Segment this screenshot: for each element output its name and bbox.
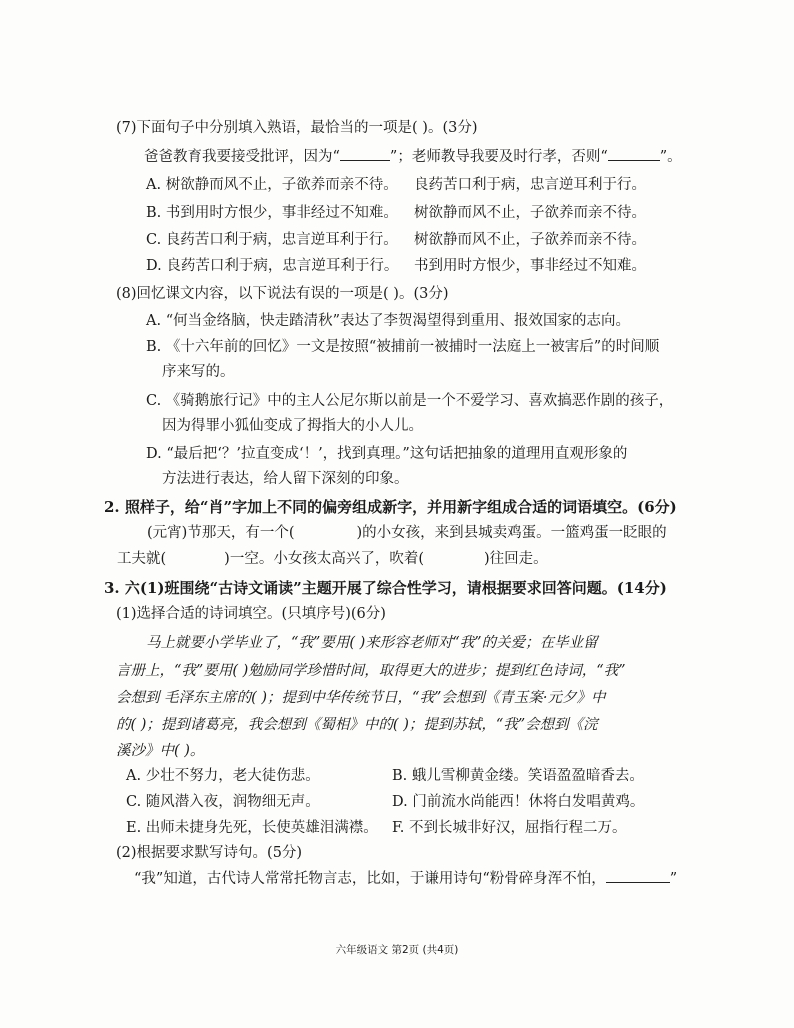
q3-title: 3. 六(1)班围绕“古诗文诵读”主题开展了综合性学习，请根据要求回答问题。(14分) [104,579,667,597]
q8-line-7: 方法进行表达，给人留下深刻的印象。 [162,471,409,487]
q8-line-4: C. 《骑鹅旅行记》中的主人公尼尔斯以前是一个不爱学习、喜欢搞恶作剧的孩子， [146,393,674,409]
q3-choice-c: C. 随风潜入夜，润物细无声。 [126,794,320,810]
q3-sub1-line-4: 的( )；提到诸葛亮，我会想到《蜀相》中的( )；提到苏轼，“我”会想到《浣 [116,717,598,733]
q3-sub1-line-2: 言册上，“我”要用( )勉励同学珍惜时间，取得更大的进步；提到红色诗词，“我” [116,663,626,679]
q7-option-c-left: C. 良药苦口利于病，忠言逆耳利于行。 [146,232,398,248]
q7-sentence-part1: 爸爸教育我要接受批评，因为“ [144,149,340,165]
q8-line-1: A. “何当金络脑，快走踏清秋”表达了李贺渴望得到重用、报效国家的志向。 [146,313,631,329]
q8-line-2: B. 《十六年前的回忆》一文是按照“被捕前一被捕时一法庭上一被害后”的时间顺 [146,339,660,355]
q2-line-1-b: )的小女孩，来到县城卖鸡蛋。一篮鸡蛋一眨眼的 [356,525,667,541]
q3-choice-b: B. 蛾儿雪柳黄金缕。笑语盈盈暗香去。 [392,768,644,784]
q3-sub2-line-a: “我”知道，古代诗人常常托物言志，比如，于谦用诗句“粉骨碎身浑不怕， [134,871,606,887]
q3-choice-a: A. 少壮不努力，老大徒伤悲。 [126,768,320,784]
q7-option-c-right: 树欲静而风不止，子欲养而亲不待。 [414,232,646,248]
q2-title: 2. 照样子，给“肖”字加上不同的偏旁组成新字，并用新字组成合适的词语填空。(6分) [104,498,677,516]
q3-sub1-line-1: 马上就要小学毕业了，“我”要用( )来形容老师对“我”的关爱；在毕业留 [146,635,598,651]
q7-option-d-left: D. 良药苦口利于病，忠言逆耳利于行。 [146,258,399,274]
q7-option-b-right: 树欲静而风不止，子欲养而亲不待。 [414,205,646,221]
q2-line-2 [117,549,548,569]
q8-title: (8)回忆课文内容，以下说法有误的一项是( )。(3分) [116,286,449,302]
q7-option-d-right: 书到用时方恨少，事非经过不知难。 [414,258,646,274]
q8-line-5: 因为得罪小狐仙变成了拇指大的小人儿。 [162,418,423,434]
q7-option-a-right: 良药苦口利于病，忠言逆耳利于行。 [414,177,646,193]
q7-sentence [144,146,682,167]
q7-blank-2[interactable] [608,146,660,161]
q8-line-3: 序来写的。 [162,364,235,380]
q3-sub1-title: (1)选择合适的诗词填空。(只填序号)(6分) [116,606,386,622]
q7-option-a-left: A. 树欲静而风不止，子欲养而亲不待。 [146,177,398,193]
q3-sub2-title: (2)根据要求默写诗句。(5分) [116,845,303,861]
page-footer: 六年级语文 第2页 (共4页) [335,944,459,956]
q8-line-6: D. “最后把‘？’拉直变成‘！’，找到真理。”这句话把抽象的道理用直观形象的 [146,446,628,462]
q3-sub2-line [134,868,677,889]
q7-sentence-part3: ”。 [659,149,682,165]
q3-sub1-line-5: 溪沙》中( )。 [116,743,205,759]
q2-line-1 [147,523,667,543]
q3-choice-e: E. 出师未捷身先死，长使英雄泪满襟。 [126,820,378,836]
q7-option-b-left: B. 书到用时方恨少，事非经过不知难。 [146,205,398,221]
q7-sentence-part2: ”；老师教导我要及时行孝，否则“ [389,149,608,165]
q2-line-1-a: (元宵)节那天，有一个( [147,525,295,541]
q2-line-2-b: )一空。小女孩太高兴了，吹着( [224,551,424,567]
q2-line-2-c: )往回走。 [484,551,548,567]
q3-sub1-line-3: 会想到 毛泽东主席的( )；提到中华传统节日，“我”会想到《青玉案·元夕》中 [116,690,606,706]
q7-title: (7)下面句子中分别填入熟语，最恰当的一项是( )。(3分) [116,120,478,136]
q3-choice-f: F. 不到长城非好汉，屈指行程二万。 [392,820,627,836]
q7-blank-1[interactable] [340,146,390,161]
q3-sub2-line-b: ” [669,871,678,887]
q2-line-2-a: 工夫就( [117,551,167,567]
q3-sub2-blank[interactable] [606,868,670,883]
q3-choice-d: D. 门前流水尚能西！休将白发唱黄鸡。 [392,794,645,810]
